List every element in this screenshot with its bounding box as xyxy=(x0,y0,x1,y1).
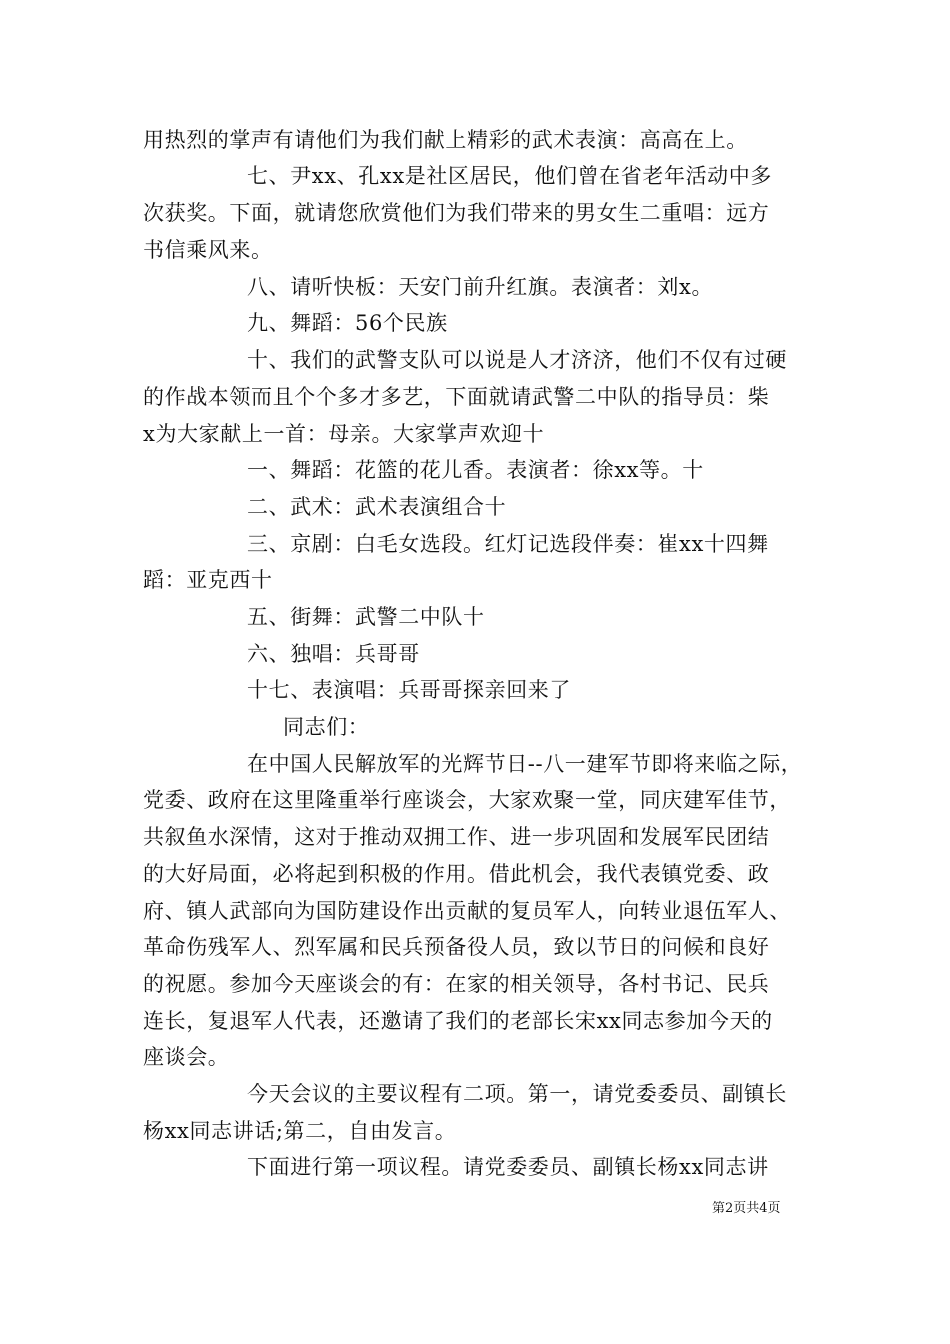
text-line: 九、舞蹈：56个民族 xyxy=(247,311,448,335)
text-line: 一、舞蹈：花篮的花儿香。表演者：徐xx等。十 xyxy=(247,458,704,482)
text-line: 在中国人民解放军的光辉节日--八一建军节即将来临之际， xyxy=(247,752,803,776)
text-line: 十七、表演唱：兵哥哥探亲回来了 xyxy=(247,678,571,702)
text-line: 座谈会。 xyxy=(143,1045,230,1069)
text-line: 二、武术：武术表演组合十 xyxy=(247,495,507,519)
text-line: 的大好局面，必将起到积极的作用。借此机会，我代表镇党委、政 xyxy=(143,862,770,886)
text-line: 同志们： xyxy=(283,715,370,739)
text-line: 下面进行第一项议程。请党委委员、副镇长杨xx同志讲 xyxy=(247,1155,769,1179)
text-line: 用热烈的掌声有请他们为我们献上精彩的武术表演：高高在上。 xyxy=(143,128,748,152)
text-line: 书信乘风来。 xyxy=(143,238,273,262)
text-line: x为大家献上一首：母亲。大家掌声欢迎十 xyxy=(143,422,545,446)
text-line: 三、京剧：白毛女选段。红灯记选段伴奏：崔xx十四舞 xyxy=(247,532,769,556)
text-line: 六、独唱：兵哥哥 xyxy=(247,642,420,666)
text-line: 府、镇人武部向为国防建设作出贡献的复员军人，向转业退伍军人、 xyxy=(143,899,791,923)
text-line: 共叙鱼水深情，这对于推动双拥工作、进一步巩固和发展军民团结 xyxy=(143,825,770,849)
text-line: 五、街舞：武警二中队十 xyxy=(247,605,485,629)
text-line: 今天会议的主要议程有二项。第一，请党委委员、副镇长 xyxy=(247,1082,787,1106)
text-line: 杨xx同志讲话;第二，自由发言。 xyxy=(143,1119,457,1143)
text-line: 的作战本领而且个个多才多艺，下面就请武警二中队的指导员：柴 xyxy=(143,385,770,409)
text-line: 蹈：亚克西十 xyxy=(143,568,273,592)
text-line: 的祝愿。参加今天座谈会的有：在家的相关领导，各村书记、民兵 xyxy=(143,972,770,996)
text-line: 连长，复退军人代表，还邀请了我们的老部长宋xx同志参加今天的 xyxy=(143,1009,773,1033)
text-line: 七、尹xx、孔xx是社区居民，他们曾在省老年活动中多 xyxy=(247,164,772,188)
page-number: 第2页共4页 xyxy=(712,1201,781,1216)
text-line: 革命伤残军人、烈军属和民兵预备役人员，致以节日的问候和良好 xyxy=(143,935,770,959)
text-line: 党委、政府在这里隆重举行座谈会，大家欢聚一堂，同庆建军佳节， xyxy=(143,788,791,812)
text-line: 八、请听快板：天安门前升红旗。表演者：刘x。 xyxy=(247,275,714,299)
text-line: 次获奖。下面，就请您欣赏他们为我们带来的男女生二重唱：远方 xyxy=(143,201,770,225)
text-line: 十、我们的武警支队可以说是人才济济，他们不仅有过硬 xyxy=(247,348,787,372)
